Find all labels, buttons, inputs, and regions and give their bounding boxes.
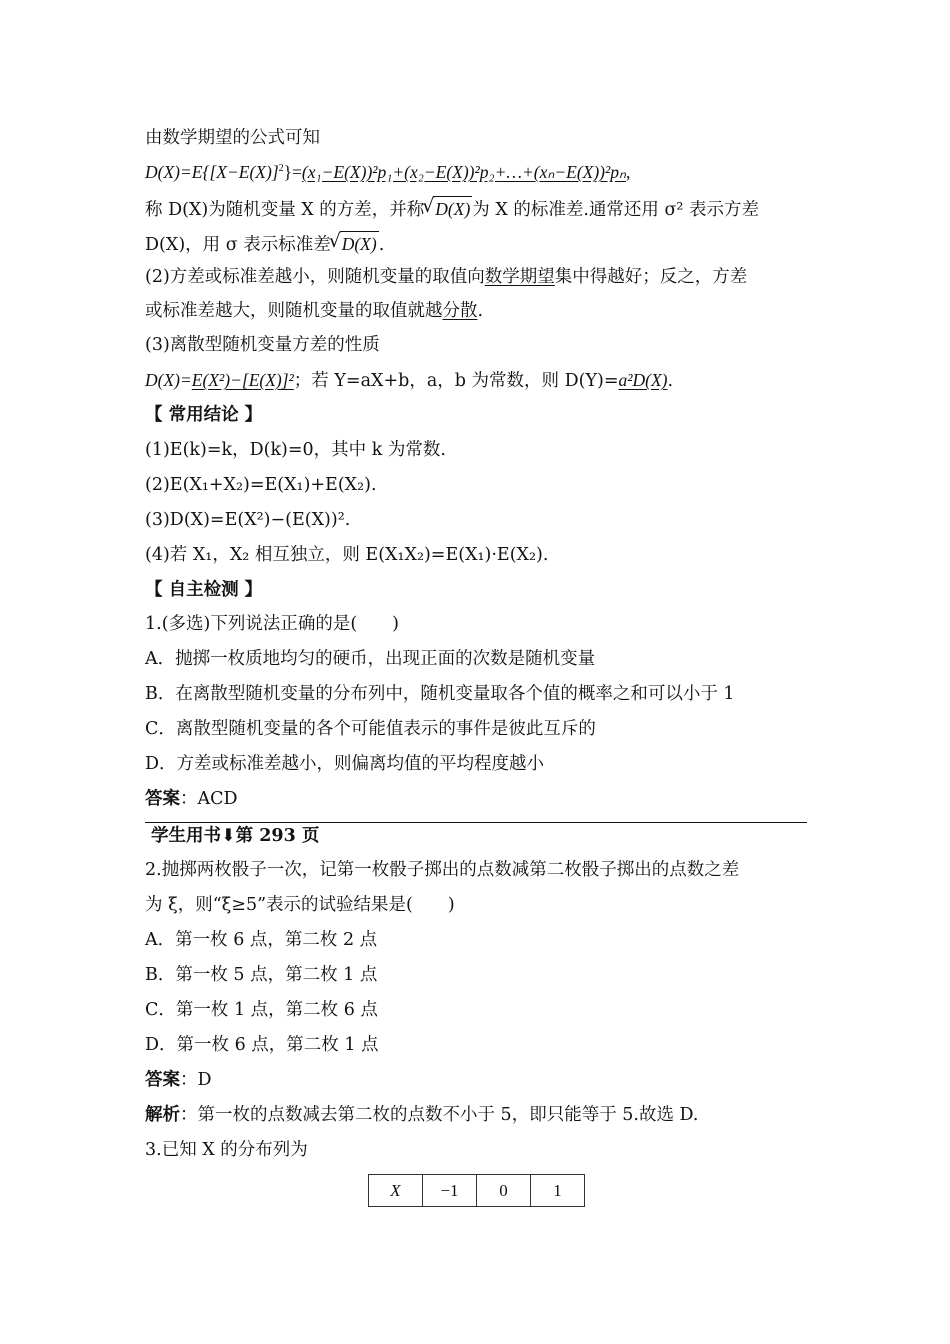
sqrt-expression (331, 231, 379, 256)
fill-blank-answer: E(X²)−[E(X)]² (191, 370, 294, 390)
formula-part: , (625, 162, 631, 182)
text-line (145, 299, 483, 323)
option: C．第一枚 1 点，第二枚 6 点 (145, 1000, 378, 1020)
fill-blank-answer: a²D(X) (618, 370, 668, 390)
formula-part: D(X)=E{[X−E(X)] (145, 162, 279, 182)
option: C．离散型随机变量的各个可能值表示的事件是彼此互斥的 (145, 719, 596, 739)
sqrt-content: D(X) (340, 231, 379, 256)
text-part: ；若 Y=aX+b，a，b 为常数，则 D(Y)= (293, 371, 619, 391)
text-line (145, 368, 673, 393)
solution-label: 解析 (145, 1105, 180, 1125)
table-cell: 0 (477, 1175, 531, 1207)
answer-text: ：ACD (180, 789, 238, 809)
conclusion-item: (1)E(k)=k，D(k)=0，其中 k 为常数. (145, 440, 446, 460)
variance-formula (145, 160, 630, 184)
text-part: 称 D(X)为随机变量 X 的方差，并称 (145, 200, 425, 220)
sqrt-content: D(X) (433, 196, 472, 221)
option: A．抛掷一枚质地均匀的硬币，出现正面的次数是随机变量 (145, 649, 596, 669)
solution-text: ：第一枚的点数减去第二枚的点数不小于 5，即只能等于 5.故选 D. (180, 1105, 699, 1125)
text-line (145, 196, 759, 222)
fill-blank-answer: 数学期望 (484, 267, 555, 287)
formula-sup: 2 (278, 163, 284, 175)
conclusion-item: (2)E(X₁+X₂)=E(X₁)+E(X₂). (145, 475, 377, 495)
text-line (145, 265, 747, 289)
conclusion-item: (3)D(X)=E(X²)−(E(X))². (145, 510, 351, 530)
divider (145, 822, 807, 823)
text-part: D(X)= (145, 370, 192, 390)
section-heading: 【 常用结论 】 (145, 405, 263, 425)
option: D．方差或标准差越小，则偏离均值的平均程度越小 (145, 754, 545, 774)
option: A．第一枚 6 点，第二枚 2 点 (145, 930, 378, 950)
option: D．第一枚 6 点，第二枚 1 点 (145, 1035, 379, 1055)
table-cell: −1 (423, 1175, 477, 1207)
answer (145, 787, 238, 811)
text-part: D(X)，用 σ 表示标准差 (145, 235, 331, 255)
answer (145, 1068, 212, 1092)
table-cell: X (369, 1175, 423, 1207)
answer-text: ：D (180, 1070, 212, 1090)
text-part: . (378, 235, 385, 255)
text-part: 为 X 的标准差.通常还用 σ² 表示方差 (472, 200, 760, 220)
text-part: 集中得越好；反之，方差 (554, 267, 748, 287)
fill-blank-answer: 分散 (442, 301, 478, 321)
text-line (145, 231, 384, 257)
fill-blank-answer: (x₁−E(X))²p₁+(x₂−E(X))²p₂+…+(xₙ−E(X))²pₙ (301, 162, 626, 182)
text-line: (3)离散型随机变量方差的性质 (145, 335, 380, 355)
answer-label: 答案 (145, 1070, 180, 1090)
section-heading: 【 自主检测 】 (145, 580, 263, 600)
text-part: (2)方差或标准差越小，则随机变量的取值向 (145, 267, 485, 287)
text-part: 或标准差越大，则随机变量的取值就越 (145, 301, 443, 321)
distribution-table (368, 1174, 585, 1207)
question: 3.已知 X 的分布列为 (145, 1140, 308, 1160)
table-row (369, 1175, 585, 1207)
text-part: . (667, 371, 674, 391)
question: 1.(多选)下列说法正确的是( ) (145, 614, 400, 634)
sqrt-expression (424, 196, 472, 221)
text-part: . (477, 301, 484, 321)
text-line: 由数学期望的公式可知 (145, 128, 320, 148)
conclusion-item: (4)若 X₁，X₂ 相互独立，则 E(X₁X₂)=E(X₁)·E(X₂). (145, 545, 549, 565)
answer-label: 答案 (145, 789, 180, 809)
option: B．第一枚 5 点，第二枚 1 点 (145, 965, 378, 985)
question: 为 ξ，则“ξ≥5”表示的试验结果是( ) (145, 895, 455, 915)
solution (145, 1103, 699, 1127)
question: 2.抛掷两枚骰子一次，记第一枚骰子掷出的点数减第二枚骰子掷出的点数之差 (145, 860, 740, 880)
page-marker: 学生用书⬇第 293 页 (151, 826, 320, 846)
formula-part: }= (283, 162, 302, 182)
table-cell: 1 (531, 1175, 585, 1207)
option: B．在离散型随机变量的分布列中，随机变量取各个值的概率之和可以小于 1 (145, 684, 735, 704)
